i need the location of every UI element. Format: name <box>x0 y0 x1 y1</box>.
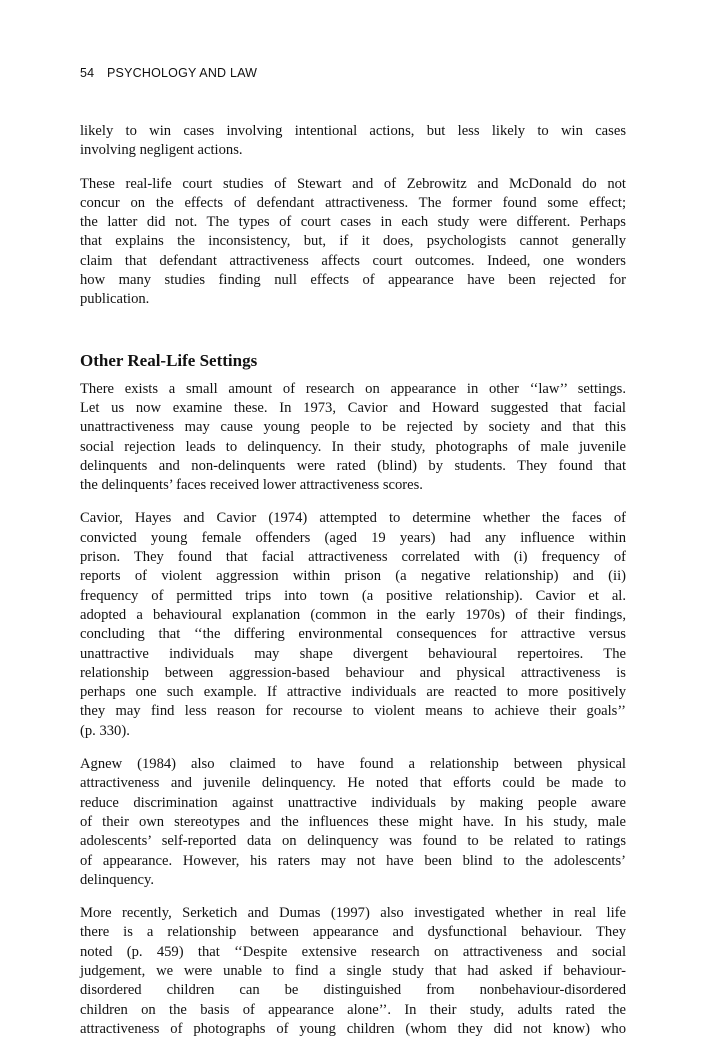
paragraph <box>80 904 626 1039</box>
text-line: reduce discrimination against unattractive individuals by making people aware <box>80 794 626 811</box>
text-line: Agnew (1984) also claimed to have found a relationship between physical <box>80 756 626 773</box>
text-line: Cavior, Hayes and Cavior (1974) attempted to determine whether the faces of <box>80 510 626 527</box>
text-line: of their own stereotypes and the influences these might have. In his study, male <box>80 813 626 830</box>
text-line: of appearance. However, his raters may not have been blind to the adolescents’ <box>80 852 626 869</box>
text-line: adopted a behavioural explanation (common in the early 1970s) of their findings, <box>80 606 626 623</box>
page-number: 54 <box>80 66 95 80</box>
text-line: there is a relationship between appearance and dysfunctional behaviour. They <box>80 924 626 941</box>
text-line: involving negligent actions. <box>80 142 243 159</box>
text-line: disordered children can be distinguished from nonbehaviour-disordered <box>80 982 626 999</box>
running-title: PSYCHOLOGY AND LAW <box>107 66 258 80</box>
paragraph <box>80 380 626 496</box>
section-heading: Other Real-Life Settings <box>80 350 258 370</box>
text-line: concluding that ‘‘the differing environmental consequences for attractive versus <box>80 626 626 643</box>
text-line: attractiveness of photographs of young children (whom they did not know) who <box>80 1020 626 1037</box>
text-line: judgement, we were unable to find a single study that had asked if behaviour- <box>80 962 626 979</box>
text-line: that explains the inconsistency, but, if it does, psychologists cannot generally <box>80 233 626 250</box>
text-line: There exists a small amount of research on appearance in other ‘‘law’’ settings. <box>80 380 626 397</box>
text-line: concur on the effects of defendant attractiveness. The former found some effect; <box>80 194 626 211</box>
paragraph <box>80 755 626 890</box>
text-line: delinquents and non-delinquents were rated (blind) by students. They found that <box>80 457 626 474</box>
paragraph <box>80 122 626 161</box>
text-line: reports of violent aggression within prison (a negative relationship) and (ii) <box>80 568 626 585</box>
text-line: they may find less reason for recourse to violent means to achieve their goals’’ <box>80 703 626 720</box>
text-line: the latter did not. The types of court cases in each study were different. Perhaps <box>80 214 626 231</box>
text-line: These real-life court studies of Stewart and of Zebrowitz and McDonald do not <box>80 175 626 192</box>
page-body <box>80 122 626 1053</box>
text-line: how many studies finding null effects of appearance have been rejected for <box>80 272 626 289</box>
text-line: (p. 330). <box>80 722 130 739</box>
text-line: delinquency. <box>80 871 155 888</box>
text-line: perhaps one such example. If attractive individuals are reacted to more positively <box>80 684 626 701</box>
text-line: claim that defendant attractiveness affects court outcomes. Indeed, one wonders <box>80 252 626 269</box>
text-line: the delinquents’ faces received lower attractiveness scores. <box>80 477 423 494</box>
text-line: frequency of permitted trips into town (a positive relationship). Cavior et al. <box>80 587 626 604</box>
paragraph <box>80 175 626 310</box>
text-line: Let us now examine these. In 1973, Cavior and Howard suggested that facial <box>80 399 626 416</box>
paragraphs-after-heading <box>80 380 626 1040</box>
text-line: prison. They found that facial attractiveness correlated with (i) frequency of <box>80 549 626 566</box>
text-line: relationship between aggression-based behaviour and physical attractiveness is <box>80 664 626 681</box>
text-line: likely to win cases involving intentional actions, but less likely to win cases <box>80 123 626 139</box>
text-line: social rejection leads to delinquency. In their study, photographs of male juvenile <box>80 438 626 455</box>
text-line: adolescents’ self-reported data on delinquency was found to be related to ratings <box>80 833 626 850</box>
text-line: unattractiveness may cause young people to be rejected by society and that this <box>80 419 626 436</box>
text-line: More recently, Serketich and Dumas (1997) also investigated whether in real life <box>80 905 626 922</box>
text-line: unattractive individuals may shape divergent behavioural repertoires. The <box>80 645 626 662</box>
text-line: children on the basis of appearance alone’’. In their study, adults rated the <box>80 1001 626 1018</box>
paragraph <box>80 509 626 741</box>
text-line: noted (p. 459) that ‘‘Despite extensive research on attractiveness and social <box>80 943 626 960</box>
paragraphs-before-heading <box>80 122 626 310</box>
text-line: convicted young female offenders (aged 19 years) had any influence within <box>80 529 626 546</box>
text-line: attractiveness and juvenile delinquency. He noted that efforts could be made to <box>80 775 626 792</box>
running-header <box>80 66 257 80</box>
text-line: publication. <box>80 291 150 308</box>
